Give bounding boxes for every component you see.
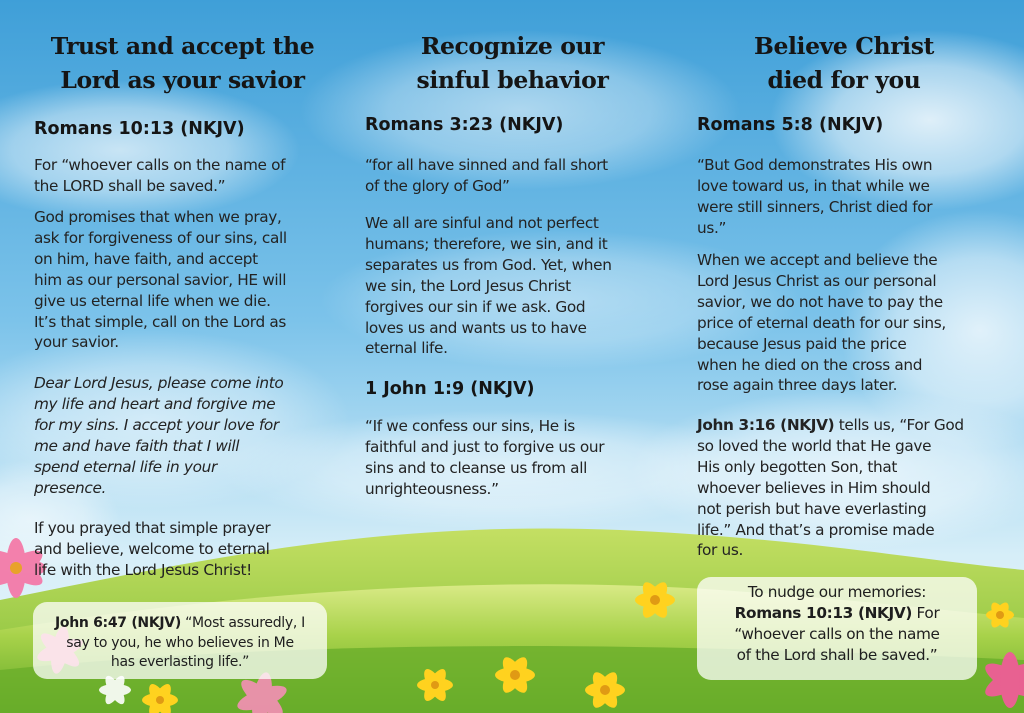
scripture-reference: Romans 5:8 (NKJV) xyxy=(697,115,884,135)
panel2-heading xyxy=(365,29,660,97)
callout-reference: Romans 10:13 (NKJV) xyxy=(734,603,913,622)
scripture-verse: “But God demonstrates His own love toward us, in that while we were still sinners, Christ died for us.” xyxy=(697,156,933,237)
scripture-reference: Romans 10:13 (NKJV) xyxy=(34,119,245,139)
heading-line: Recognize our xyxy=(420,32,605,60)
callout-reference: John 6:47 (NKJV) xyxy=(54,615,181,631)
prayer-paragraph: Dear Lord Jesus, please come into my life and heart and forgive me for my sins. I accept your love for me and have faith that I will spend eternal life in your presence. xyxy=(34,374,284,497)
panel3-heading xyxy=(689,29,999,97)
scripture-verse: For “whoever calls on the name of the LORD shall be saved.” xyxy=(34,156,286,195)
panel1-heading xyxy=(20,29,345,97)
callout-john-6-47: John 6:47 (NKJV) “Most assuredly, I say to you, he who believes in Me has everlasting life.” xyxy=(33,602,327,679)
heading-line: Believe Christ xyxy=(754,32,934,60)
scripture-verse: “for all have sinned and fall short of the glory of God” xyxy=(365,156,608,195)
explanation-paragraph: When we accept and believe the Lord Jesus Christ as our personal savior, we do not have to pay the price of eternal death for our sins, because Jesus paid the price when he died on the cross and rose again three days later. xyxy=(697,251,946,395)
heading-line: died for you xyxy=(767,66,921,94)
scripture-reference: Romans 3:23 (NKJV) xyxy=(365,115,564,135)
explanation-paragraph: We all are sinful and not perfect humans; therefore, we sin, and it separates us from God. Yet, when we sin, the Lord Jesus Christ forgives our sin if we ask. God loves us and wants us to have eternal life. xyxy=(365,214,612,358)
heading-line: Trust and accept the xyxy=(50,32,315,60)
explanation-paragraph: God promises that when we pray, ask for forgiveness of our sins, call on him, have faith, and accept him as our personal savior, HE will give us eternal life when we die. It’s that simple, call on the Lord as your savior. xyxy=(34,208,287,352)
scripture-reference-2: 1 John 1:9 (NKJV) xyxy=(365,379,535,399)
john-3-16-reference: John 3:16 (NKJV) xyxy=(697,416,835,434)
heading-line: sinful behavior xyxy=(416,66,609,94)
callout-memory-romans-10-13: To nudge our memories: Romans 10:13 (NKJV) For “whoever calls on the name of the Lord shall be saved.” xyxy=(697,577,977,680)
john-3-16-paragraph: John 3:16 (NKJV) tells us, “For God so loved the world that He gave His only begotten Son, that whoever believes in Him should not perish but have everlasting life.” And that’s a promise made for us. xyxy=(697,416,964,560)
heading-line: Lord as your savior xyxy=(60,66,305,94)
closing-paragraph: If you prayed that simple prayer and believe, welcome to eternal life with the Lord Jesus Christ! xyxy=(34,519,271,579)
scripture-verse-2: “If we confess our sins, He is faithful and just to forgive us our sins and to cleanse us from all unrighteousness.” xyxy=(365,417,605,498)
